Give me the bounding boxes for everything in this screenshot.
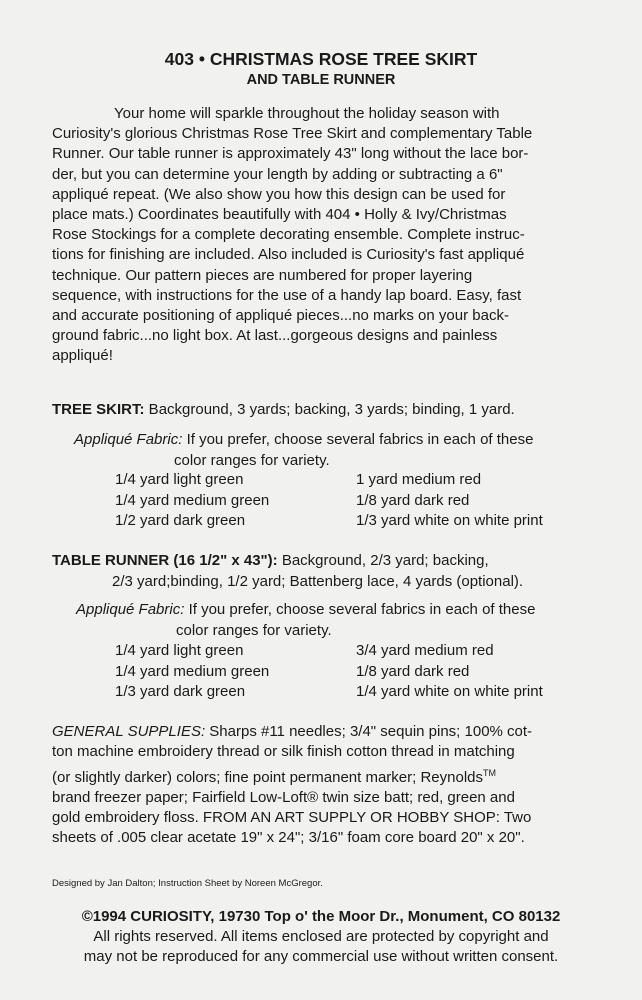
intro-paragraph [52, 104, 597, 367]
supplies-line: gold embroidery floss. FROM AN ART SUPPLY OR HOBBY SHOP: Two [52, 809, 532, 827]
table-runner-fabric-note [76, 600, 535, 641]
table-runner-greens [115, 641, 269, 703]
tree-skirt-section [52, 400, 515, 421]
intro-line: and accurate positioning of appliqué pieces...no marks on your back- [52, 307, 509, 325]
intro-line: technique. Our pattern pieces are numbered for proper layering [52, 266, 473, 284]
applique-fabric-cont: color ranges for variety. [176, 621, 332, 639]
applique-fabric-text: If you prefer, choose several fabrics in each of these [184, 601, 536, 618]
table-runner-reds [356, 641, 543, 703]
intro-line: appliqué! [52, 347, 113, 365]
general-supplies-label: GENERAL SUPPLIES: [52, 723, 206, 740]
tree-skirt-label: TREE SKIRT: [52, 401, 145, 418]
intro-line: Rose Stockings for a complete decorating ensemble. Complete instruc- [52, 226, 525, 244]
list-item: 1 yard medium red [356, 471, 482, 488]
supplies-line: brand freezer paper; Fairfield Low-Loft® twin size batt; red, green and [52, 788, 515, 806]
intro-line: appliqué repeat. (We also show you how this design can be used for [52, 185, 506, 203]
general-supplies [52, 722, 597, 849]
list-item: 1/2 yard dark green [115, 512, 246, 529]
list-item: 1/4 yard white on white print [356, 683, 543, 700]
supplies-line: (or slightly darker) colors; fine point permanent marker; Reynolds [52, 768, 484, 786]
trademark-mark: TM [483, 767, 497, 778]
intro-line: place mats.) Coordinates beautifully with 404 • Holly & Ivy/Christmas [52, 206, 507, 224]
copyright-notice [0, 907, 642, 968]
tree-skirt-reds [356, 470, 543, 532]
list-item: 3/4 yard medium red [356, 642, 494, 659]
page-subtitle: AND TABLE RUNNER [246, 72, 396, 88]
list-item: 1/4 yard medium green [115, 491, 270, 509]
tree-skirt-greens [115, 470, 269, 532]
list-item: 1/4 yard light green [115, 471, 244, 488]
table-runner-text-cont: 2/3 yard;binding, 1/2 yard; Battenberg lace, 4 yards (optional). [112, 572, 524, 590]
applique-fabric-label: Appliqué Fabric: [74, 431, 183, 448]
table-runner-label: TABLE RUNNER [52, 552, 170, 569]
tree-skirt-text: Background, 3 yards; backing, 3 yards; binding, 1 yard. [144, 401, 515, 418]
copyright-line: ©1994 CURIOSITY, 19730 Top o' the Moor Dr., Monument, CO 80132 [81, 908, 561, 925]
applique-fabric-text: If you prefer, choose several fabrics in each of these [182, 431, 534, 448]
table-runner-text: Background, 2/3 yard; backing, [277, 552, 489, 569]
tree-skirt-fabric-note [74, 430, 533, 471]
list-item: 1/4 yard medium green [115, 662, 270, 680]
page-title: 403 • CHRISTMAS ROSE TREE SKIRT [164, 49, 478, 69]
list-item: 1/8 yard dark red [356, 662, 470, 680]
list-item: 1/3 yard white on white print [356, 512, 543, 529]
list-item: 1/8 yard dark red [356, 491, 470, 509]
intro-line: Runner. Our table runner is approximately 43" long without the lace bor- [52, 145, 529, 163]
intro-line: tions for finishing are included. Also included is Curiosity's fast appliqué [52, 246, 525, 264]
list-item: 1/3 yard dark green [115, 683, 246, 700]
intro-line: ground fabric...no light box. At last...gorgeous designs and painless [52, 327, 498, 345]
table-runner-size: (16 1/2" x 43"): [169, 552, 278, 569]
supplies-line: sheets of .005 clear acetate 19" x 24"; 3/16" foam core board 20" x 20". [52, 829, 525, 847]
intro-line: Curiosity's glorious Christmas Rose Tree Skirt and complementary Table [52, 125, 533, 143]
design-credit: Designed by Jan Dalton; Instruction Sheet by Noreen McGregor. [52, 878, 323, 889]
intro-line: Your home will sparkle throughout the holiday season with [114, 105, 500, 122]
rights-line: All rights reserved. All items enclosed are protected by copyright and [93, 928, 549, 946]
supplies-line: Sharps #11 needles; 3/4" sequin pins; 100% cot- [205, 723, 533, 740]
list-item: 1/4 yard light green [115, 642, 244, 659]
applique-fabric-label: Appliqué Fabric: [76, 601, 185, 618]
table-runner-section [52, 551, 523, 592]
supplies-line: ton machine embroidery thread or silk finish cotton thread in matching [52, 743, 515, 761]
rights-line: may not be reproduced for any commercial use without written consent. [83, 948, 559, 966]
applique-fabric-cont: color ranges for variety. [174, 451, 330, 469]
intro-line: der, but you can determine your length by adding or subtracting a 6" [52, 165, 503, 183]
intro-line: sequence, with instructions for the use of a handy lap board. Easy, fast [52, 286, 522, 304]
